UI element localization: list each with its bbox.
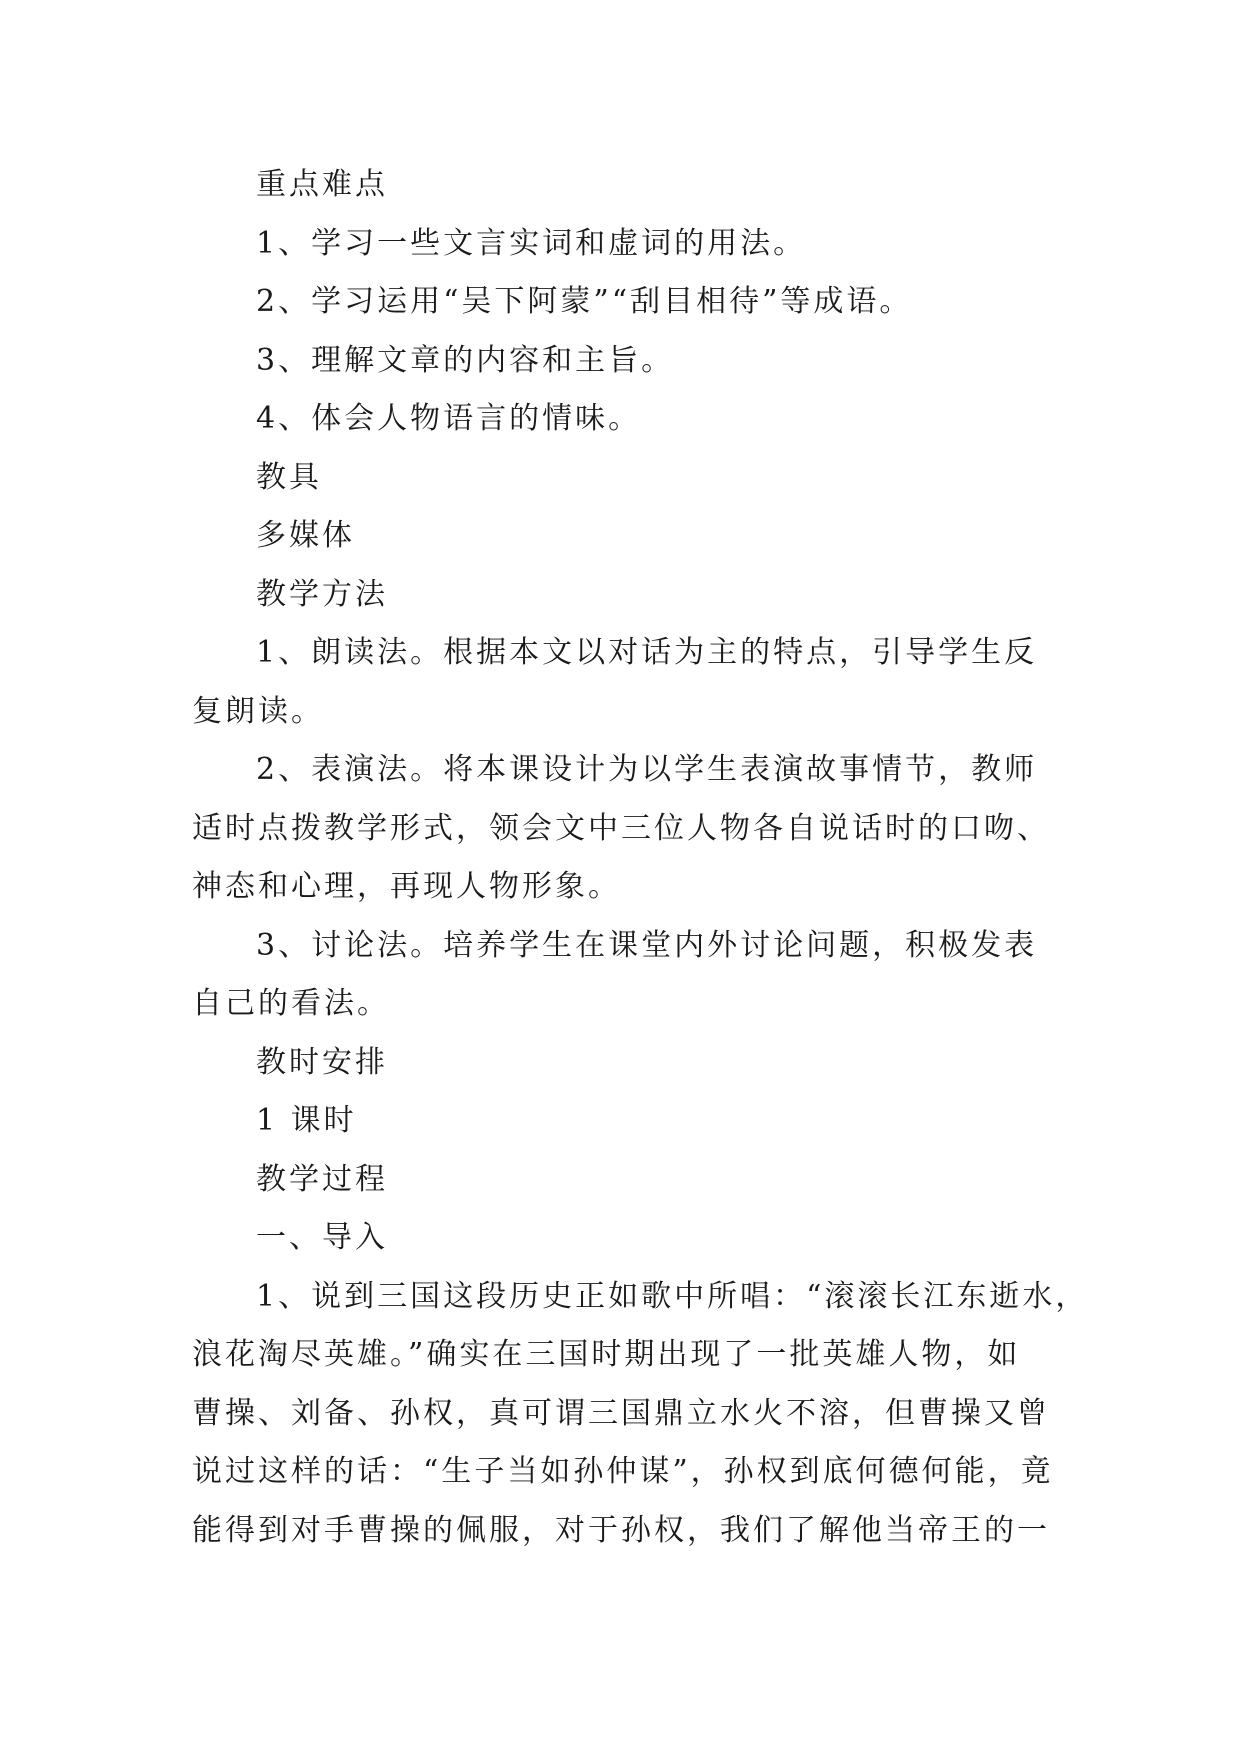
text-line: 适时点拨教学形式，领会文中三位人物各自说话时的口吻、 xyxy=(192,810,1050,846)
text-line: 1、朗读法。根据本文以对话为主的特点，引导学生反 xyxy=(256,635,1038,670)
text-line: 多媒体 xyxy=(256,518,355,553)
paragraph xyxy=(192,449,1062,508)
text-line: 1、学习一些文言实词和虚词的用法。 xyxy=(256,225,807,261)
paragraph xyxy=(192,507,1062,566)
text-line: 教学过程 xyxy=(256,1161,388,1197)
text-line: 曹操、刘备、孙权，真可谓三国鼎立水火不溶，但曹操又曾 xyxy=(192,1395,1050,1431)
text-line: 复朗读。 xyxy=(192,693,324,729)
paragraph xyxy=(192,917,1062,1034)
paragraph xyxy=(192,1151,1062,1210)
text-line: 浪花淘尽英雄。”确实在三国时期出现了一批英雄人物，如 xyxy=(192,1337,1021,1372)
paragraph xyxy=(192,566,1062,625)
text-line: 说过这样的话：“生子当如孙仲谋”，孙权到底何德何能，竟 xyxy=(192,1454,1054,1489)
paragraph xyxy=(192,741,1062,917)
text-line: 3、理解文章的内容和主旨。 xyxy=(256,342,675,378)
text-line: 神态和心理，再现人物形象。 xyxy=(192,869,621,904)
text-line: 1、说到三国这段历史正如歌中所唱：“滚滚长江东逝水， xyxy=(256,1278,1089,1314)
text-line: 一、导入 xyxy=(256,1220,388,1255)
paragraph xyxy=(192,1209,1062,1268)
text-line: 重点难点 xyxy=(256,167,388,202)
paragraph xyxy=(192,390,1062,449)
paragraph xyxy=(192,156,1062,215)
text-line: 2、学习运用“吴下阿蒙”“刮目相待”等成语。 xyxy=(256,284,913,319)
paragraph xyxy=(192,1034,1062,1093)
document-body xyxy=(192,156,1089,1560)
paragraph xyxy=(192,624,1062,741)
text-line: 能得到对手曹操的佩服，对于孙权，我们了解他当帝王的一 xyxy=(192,1512,1050,1548)
text-line: 教具 xyxy=(256,459,322,495)
text-line: 4、体会人物语言的情味。 xyxy=(256,401,642,436)
text-line: 2、表演法。将本课设计为以学生表演故事情节，教师 xyxy=(256,752,1038,787)
paragraph xyxy=(192,273,1062,332)
paragraph xyxy=(192,332,1062,391)
text-line: 1 课时 xyxy=(256,1103,357,1138)
paragraph xyxy=(192,1092,1062,1151)
text-line: 3、讨论法。培养学生在课堂内外讨论问题，积极发表 xyxy=(256,927,1038,963)
text-line: 教学方法 xyxy=(256,576,388,612)
text-line: 教时安排 xyxy=(256,1044,388,1080)
paragraph xyxy=(192,215,1062,274)
paragraph xyxy=(192,1268,1089,1561)
text-line: 自己的看法。 xyxy=(192,986,390,1021)
